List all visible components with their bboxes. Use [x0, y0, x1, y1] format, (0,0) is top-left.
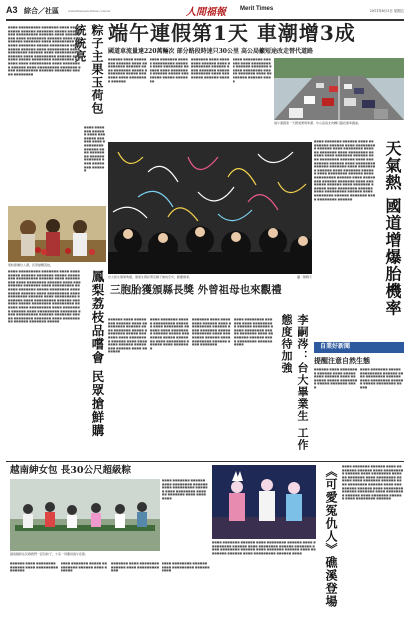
left-story-headline: 粽子主果玉荷包 統統亮 — [73, 24, 104, 115]
bottom-story-headline: 越南紳女包 長30公尺超級粽 — [10, 465, 132, 476]
main-story-body: ■■■■■■ ■■■■ ■■■■■■■■ ■■■■■■ ■■■■ ■■■■■■■■■ ■■■■■■ ■■■■ ■■■■■■■ ■■■■■ ■■■■■■■■ ■■■■■ ■■■■■■■ ■■■■ ■■■■■■■■ ■■■■■■ ■■■■ ■■■■■■■ ■■■■■ ■■■■■■■■■ ■■■■■■ ■■■■ ■■■■■■■■ ■■■■■■ ■■■■ ■■■■■■■■ ■■■■■■ ■■■■■ ■■■■■■■■ ■■■■■ ■■■■■■■ ■■■■■■■ ■■■■ ■■■■■■■■ ■■■■■■ ■■■■ ■■■■■■■■■ ■■■■■■ ■■■■ ■■■■■■■ ■■■■■ ■■■■■■■■ ■■■■ ■■■■■■■■ ■■■■■■ ■■■■ ■■■■ ■■■■■■■■ ■■■■■■ ■■■■ ■■■■■■■■■ ■■■■■■ ■■■■■■■ ■■■■■ ■■■■■■■■ ■■■■■ ■■■■■■■ ■■■■ ■■■■■■■■ ■■■■■■ ■■■■ — [108, 58, 272, 83]
tip-story-headline: 提醒注意自然生態 — [314, 356, 370, 365]
lee-story-headline: 李嗣涔：台大畢業生 工作態度待加強 — [280, 314, 309, 451]
rabbit-story-headline: 《可愛冤仇人》礁溪登場 — [324, 465, 338, 608]
dumpling-photo-caption: 越南籍新住民媽媽們一起包粽子，大家一同慶祝端午佳節。 — [10, 552, 89, 556]
left-story2-body: ■■■■ ■■■■■■■■■ ■■■■■■■ ■■■■ ■■■■■■■■■ ■■■■■■ ■■■■■■■ ■■■■■ ■■■■■■■■ ■■■■■■■■■ ■■■■■■ ■■■■ ■■■■■■■■■ ■■■■ ■■■■■■■■ ■■■■■■ ■■■■ ■■■■■■■■■ ■■■■■■■ ■■■■ ■■■■■■■■■ ■■■■■■ ■■■■■■■ ■■■■■ ■■■■■■■■ ■■■■■■■■■ ■■■■■■ ■■■■ ■■■■■■■■■ ■■■■ ■■■■■■■■ ■■■■■■ ■■■■ ■■■■■■■■■ ■■■■■■■ ■■■■ ■■■■■■■■■ ■■■■■■ ■■■■■■■ ■■■■■ ■■■■■■■■ ■■■■■■■■■ ■■■■■■ ■■■■ ■■■■■■■■■ ■■■■ ■■■■■■■■ ■■■■■■ ■■■■ ■■■■■■■■■ ■■■■■■■ ■■■■ ■■■■■■■■■ ■■■■■■ ■■■■■■■ ■■■■■ ■■■■■■■■ ■■■■■■■ ■■■■ ■■■■■■■■■ ■■■■■■ ■■■■■■■ ■■■■■ — [8, 270, 81, 324]
graduation-photo-caption: 台大新生畢業典禮，畢業生將彩帶及帽子拋向空中，歡慶畢業。 — [108, 275, 193, 279]
graduation-photo — [108, 142, 312, 274]
mid-story-body: ■■■■■■ ■■■■ ■■■■■■■■ ■■■■■■ ■■■■ ■■■■■■■■■ ■■■■■■ ■■■■ ■■■■■■■ ■■■■■ ■■■■■■■■ ■■■■■ ■■■■■■■ ■■■■ ■■■■■■■■ ■■■■■■ ■■■■ ■■■■■■■■ ■■■■■■ ■■■■■■■■ ■■■■■■ ■■■■ ■■■■■■■ ■■■■ ■■■■■■■ ■■■■■ ■■■■■■■■■ ■■■■■■ ■■■■ ■■■■■■■■ ■■■■■■ ■■■■ ■■■■■■■■ ■■■■■■ ■■■■■ ■■■■■■■■ ■■■■■ ■■■■■■■ ■■■■ ■■■■■■■■ ■■■■■■ ■■■■ ■■■■■■■ ■■■■■■■ ■■■■ ■■■■■■■■ ■■■■■■ ■■■■ ■■■■■■■■■ ■■■■■■ ■■■■ ■■■■■■■ ■■■■■ ■■■■■■■■ ■■■■ ■■■■■■■■ ■■■■■■ ■■■■ ■■■■■■■■ ■■■■■■ ■■■■ ■■■■■■■ ■■■■ ■■■■■■■■ ■■■■■■ ■■■■ ■■■■■■■■■ ■■■■■■ ■■■■■■■ ■■■■■ ■■■■■■■■ ■■■■■ ■■■■■■■ ■■■■ ■■■■■■■■ ■■■■■■ ■■■■ ■■■■■■■■ ■■■■■■ ■■■■ — [108, 318, 274, 354]
tip-story-body: ■■■■■■ ■■■■ ■■■■■■■■ ■■■■■■ ■■■■ ■■■■■■■■■ ■■■■■■ ■■■■ ■■■■■■■ ■■■■■ ■■■■■■■■ ■■■■■ ■■■■■■■ ■■■■ ■■■■ ■■■■■■■ ■■■■■ ■■■■■■■■■ ■■■■■■ ■■■■ ■■■■■■■■ ■■■■■■ ■■■■ ■■■■■■■■ ■■■■■■ ■■■■■ ■■■■■■■■ ■■■■■ — [314, 368, 404, 389]
rabbit-story-body: ■■■■ ■■■■■■■ ■■■■■■ ■■■■ ■■■■■■■■ ■■■■■■ ■■■■ ■■■■■■■■■ ■■■■■■ ■■■■ ■■■■■■■■ ■■■■■■ ■■■■■■■ ■■■■ ■■■■■■■■ ■■■■■■ ■■■■ ■■■■■■■ ■■■■■■ ■■■■ ■■■■■■■■ ■■■■■■ ■■■■ ■■■■■■■■■ ■■■■■■ ■■■■ — [212, 541, 316, 555]
bottom-story-body: ■■■■■■ ■■■■ ■■■■■■■■ ■■■■■■ ■■■■ ■■■■■■■■■ ■■■■■■ ■■■■ ■■■■■■■ ■■■■■ ■■■■■■■■■ ■■■■■■ ■■■■ ■■■■■■ ■■■■■■■ ■■■■ ■■■■■■■■ ■■■■■■ ■■■■ ■■■■■■■■■ ■■■ ■■■■ ■■■■■■■■ ■■■■■■ ■■■■ ■■■■■■■■■ ■■■■■■ ■■■■ — [10, 562, 210, 573]
main-subheadline: 國道車流量達220萬輛次 部分路段時速只30公里 高公局籲短途改走替代道路 — [108, 48, 314, 54]
rabbit-story-body-2: ■■■■ ■■■■■■■ ■■■■■■ ■■■■ ■■■■■■■■ ■■■■■■ ■■■■ ■■■■■■■■■ ■■■■■■ ■■■■ ■■■■■■■■ ■■■■■■ ■■■■■■■ ■■■■ ■■■■■■■■ ■■■■■■ ■■■■ ■■■■■■■ ■■■■■■ ■■■■ ■■■■■■■■ ■■■■■■ ■■■■ ■■■■■■■■■ ■■■■■■ ■■■■ ■■■■■■■■ ■■■■■■ ■■■■■■■ ■■■■ ■■■■■■■■ ■■■■■■ ■■■■ ■■■■■■■ ■■■■■■ ■■■■ ■■■■■■■■ ■■■■■■ — [342, 465, 404, 501]
graduation-photo-credit: 攝／陳曉天 — [296, 275, 312, 279]
traffic-photo — [274, 58, 404, 120]
mid-story-headline: 三胞胎獲頒縣長獎 外曾祖母也來觀禮 — [110, 284, 282, 296]
newspaper-logo: 人間福報 — [186, 7, 226, 18]
left-story-body-2: ■■■■ ■■■■■■■ ■■■■■■ ■■■■ ■■■■■■■■ ■■■■■■ ■■■■ ■■■■■■■■■ ■■■■■■ ■■■■ ■■■■■■■■ ■■■■■■ ■■■■■■■ ■■■■ ■■■■■■■■ ■■■■■■ — [84, 126, 106, 173]
dumpling-photo — [10, 479, 160, 551]
left-story2-headline: 鳳梨荔枝品嚐會 民眾搶鮮購 — [90, 270, 105, 438]
bottom-story-side: ■■■■ ■■■■■■■ ■■■■■■ ■■■■ ■■■■■■■■ ■■■■■■ ■■■■ ■■■■■■■■■ ■■■■■■ ■■■■ ■■■■■■■■ ■■■■■■ ■■■■■■■ ■■■■ ■■■■■■■■ — [162, 479, 208, 500]
masthead — [6, 3, 404, 19]
website: www.lifenews-times.com.tw — [68, 9, 111, 13]
performance-photo — [212, 465, 316, 539]
newspaper-logo-en: Merit Times — [240, 6, 274, 12]
fruit-market-photo — [8, 206, 106, 262]
right-story-body: ■■■■ ■■■■■■■ ■■■■■■ ■■■■ ■■■■■■■■ ■■■■■■ ■■■■ ■■■■■■■■■ ■■■■■■ ■■■■ ■■■■■■■■ ■■■■■■ ■■■■■■■ ■■■■ ■■■■■■■■ ■■■■■■ ■■■■ ■■■■■■■ ■■■■■■ ■■■■ ■■■■■■■■ ■■■■■■ ■■■■ ■■■■■■■■■ ■■■■■■ ■■■■ ■■■■■■■■ ■■■■■■ ■■■■■■■ ■■■■ ■■■■■■■■ ■■■■■■ ■■■■ ■■■■■■■ ■■■■■■ ■■■■ ■■■■■■■■ ■■■■■■ ■■■■ ■■■■■■■■■ ■■■■■■ ■■■■ ■■■■■■■■ ■■■■■■ ■■■■■■■ ■■■■ ■■■■■■■■ ■■■■■■ ■■■■ ■■■■■■■ ■■■■■■ ■■■■ ■■■■■■■■ ■■■■■■ ■■■■ ■■■■■■■■■ ■■■■■■ ■■■■ ■■■■■■■■ ■■■■■■ ■■■■■■■ ■■■■ ■■■■■■■■ ■■■■■■ — [314, 140, 376, 201]
issue-date: 2011年6月3日 星期五 — [369, 9, 404, 13]
page-number: A3 — [6, 5, 18, 15]
right-story-headline: 天氣熱 國道增爆胎機率 — [383, 140, 402, 317]
main-headline: 端午連假第1天 車潮增3成 — [108, 21, 356, 45]
fruit-photo-caption: 果粽節攤位人潮，民眾搶購荔枝。 — [8, 263, 54, 267]
traffic-photo-caption: 端午連假第一天國道湧現車潮，中山高南北向轉口路段塞車嚴重。 — [274, 121, 362, 125]
good-news-badge: 自業好新聞 — [314, 342, 404, 353]
section-divider — [6, 461, 404, 462]
section-name: 綜合／社區 — [24, 6, 59, 15]
left-story-body: ■■■■ ■■■■■■■■■ ■■■■■■■ ■■■■ ■■■■■■■■■ ■■■■■■ ■■■■■■■ ■■■■■ ■■■■■■■■ ■■■■■■■■■ ■■■■■■ ■■■■ ■■■■■■■■■ ■■■■ ■■■■■■■■ ■■■■■■ ■■■■ ■■■■■■■■■ ■■■■■■■ ■■■■ ■■■■■■■■■ ■■■■■■ ■■■■■■■ ■■■■■ ■■■■■■■■ ■■■■■■■■■ ■■■■■■ ■■■■ ■■■■■■■■■ ■■■■ ■■■■■■■■ ■■■■■■ ■■■■ ■■■■■■■■■ ■■■■■■■ ■■■■ ■■■■■■■■■ ■■■■■■ ■■■■■■■ ■■■■■ ■■■■■■■■ ■■■■■■■■■ ■■■■■■ ■■■■ ■■■■■■■■■ ■■■■ ■■■■■■■■ ■■■■■■ ■■■■ ■■■■■■■■■ ■■■■■■■ ■■■■ ■■■■■■■■■ ■■■■■■ ■■■■■■■ ■■■■■ ■■■■■■■■ — [8, 26, 81, 76]
